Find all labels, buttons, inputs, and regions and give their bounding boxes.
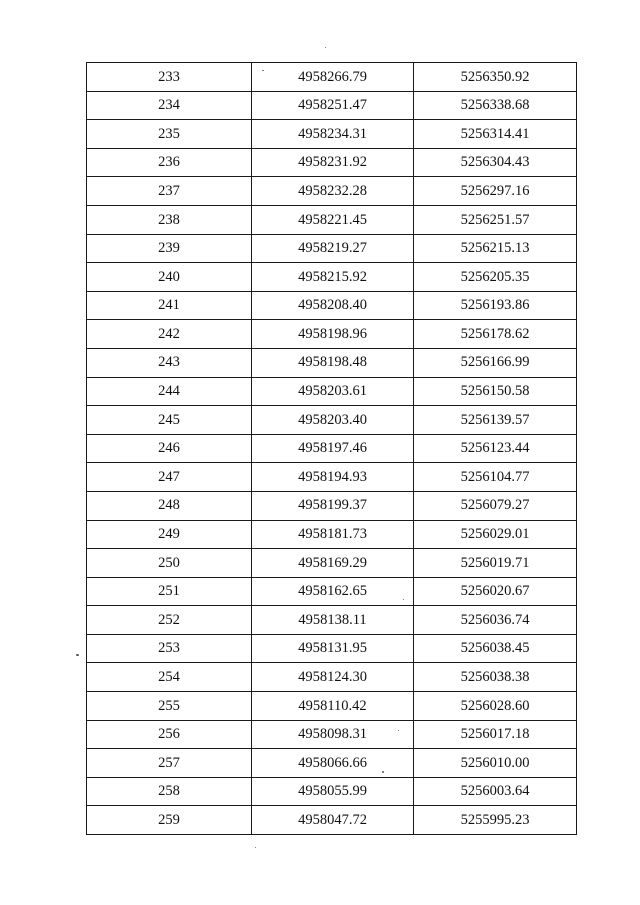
x-coordinate-cell: 4958251.47 — [252, 91, 414, 120]
point-number-cell: 255 — [87, 692, 252, 721]
x-coordinate-cell: 4958198.48 — [252, 348, 414, 377]
y-coordinate-cell: 5256205.35 — [414, 263, 577, 292]
table-row — [87, 692, 577, 721]
y-coordinate-cell: 5256314.41 — [414, 120, 577, 149]
table-row — [87, 348, 577, 377]
y-coordinate-cell: 5256017.18 — [414, 720, 577, 749]
x-coordinate-cell: 4958162.65 — [252, 577, 414, 606]
scan-speck — [382, 771, 384, 773]
scan-speck — [255, 847, 256, 848]
point-number-cell: 240 — [87, 263, 252, 292]
x-coordinate-cell: 4958197.46 — [252, 434, 414, 463]
y-coordinate-cell: 5256029.01 — [414, 520, 577, 549]
y-coordinate-cell: 5256139.57 — [414, 406, 577, 435]
scan-speck — [325, 47, 326, 48]
point-number-cell: 243 — [87, 348, 252, 377]
point-number-cell: 233 — [87, 63, 252, 92]
table-row — [87, 263, 577, 292]
x-coordinate-cell: 4958215.92 — [252, 263, 414, 292]
x-coordinate-cell: 4958203.61 — [252, 377, 414, 406]
y-coordinate-cell: 5256038.45 — [414, 634, 577, 663]
point-number-cell: 252 — [87, 606, 252, 635]
x-coordinate-cell: 4958231.92 — [252, 148, 414, 177]
x-coordinate-cell: 4958219.27 — [252, 234, 414, 263]
x-coordinate-cell: 4958208.40 — [252, 291, 414, 320]
x-coordinate-cell: 4958198.96 — [252, 320, 414, 349]
y-coordinate-cell: 5256003.64 — [414, 777, 577, 806]
scan-speck — [403, 599, 404, 600]
point-number-cell: 253 — [87, 634, 252, 663]
table-row — [87, 577, 577, 606]
y-coordinate-cell: 5256193.86 — [414, 291, 577, 320]
y-coordinate-cell: 5256338.68 — [414, 91, 577, 120]
point-number-cell: 251 — [87, 577, 252, 606]
table-row — [87, 205, 577, 234]
y-coordinate-cell: 5255995.23 — [414, 806, 577, 835]
point-number-cell: 254 — [87, 663, 252, 692]
point-number-cell: 235 — [87, 120, 252, 149]
x-coordinate-cell: 4958055.99 — [252, 777, 414, 806]
table-row — [87, 491, 577, 520]
point-number-cell: 237 — [87, 177, 252, 206]
x-coordinate-cell: 4958169.29 — [252, 549, 414, 578]
table-row — [87, 377, 577, 406]
y-coordinate-cell: 5256104.77 — [414, 463, 577, 492]
x-coordinate-cell: 4958047.72 — [252, 806, 414, 835]
table-row — [87, 663, 577, 692]
scan-speck — [262, 70, 264, 71]
x-coordinate-cell: 4958232.28 — [252, 177, 414, 206]
table-row — [87, 320, 577, 349]
y-coordinate-cell: 5256166.99 — [414, 348, 577, 377]
x-coordinate-cell: 4958234.31 — [252, 120, 414, 149]
point-number-cell: 248 — [87, 491, 252, 520]
table-row — [87, 234, 577, 263]
x-coordinate-cell: 4958098.31 — [252, 720, 414, 749]
y-coordinate-cell: 5256079.27 — [414, 491, 577, 520]
y-coordinate-cell: 5256350.92 — [414, 63, 577, 92]
x-coordinate-cell: 4958066.66 — [252, 749, 414, 778]
point-number-cell: 236 — [87, 148, 252, 177]
point-number-cell: 257 — [87, 749, 252, 778]
point-number-cell: 250 — [87, 549, 252, 578]
point-number-cell: 245 — [87, 406, 252, 435]
table-row — [87, 148, 577, 177]
table-row — [87, 720, 577, 749]
y-coordinate-cell: 5256038.38 — [414, 663, 577, 692]
table-row — [87, 549, 577, 578]
x-coordinate-cell: 4958181.73 — [252, 520, 414, 549]
x-coordinate-cell: 4958138.11 — [252, 606, 414, 635]
x-coordinate-cell: 4958203.40 — [252, 406, 414, 435]
table-row — [87, 120, 577, 149]
y-coordinate-cell: 5256178.62 — [414, 320, 577, 349]
point-number-cell: 238 — [87, 205, 252, 234]
point-number-cell: 256 — [87, 720, 252, 749]
y-coordinate-cell: 5256123.44 — [414, 434, 577, 463]
x-coordinate-cell: 4958124.30 — [252, 663, 414, 692]
y-coordinate-cell: 5256251.57 — [414, 205, 577, 234]
point-number-cell: 244 — [87, 377, 252, 406]
table-row — [87, 520, 577, 549]
scan-speck — [76, 654, 79, 656]
point-number-cell: 258 — [87, 777, 252, 806]
scan-speck — [398, 730, 399, 731]
table-row — [87, 463, 577, 492]
table-row — [87, 406, 577, 435]
point-number-cell: 247 — [87, 463, 252, 492]
x-coordinate-cell: 4958131.95 — [252, 634, 414, 663]
point-number-cell: 241 — [87, 291, 252, 320]
x-coordinate-cell: 4958221.45 — [252, 205, 414, 234]
point-number-cell: 246 — [87, 434, 252, 463]
y-coordinate-cell: 5256028.60 — [414, 692, 577, 721]
coordinate-table-body — [87, 63, 577, 835]
y-coordinate-cell: 5256215.13 — [414, 234, 577, 263]
point-number-cell: 239 — [87, 234, 252, 263]
x-coordinate-cell: 4958110.42 — [252, 692, 414, 721]
table-row — [87, 434, 577, 463]
y-coordinate-cell: 5256020.67 — [414, 577, 577, 606]
y-coordinate-cell: 5256304.43 — [414, 148, 577, 177]
point-number-cell: 259 — [87, 806, 252, 835]
y-coordinate-cell: 5256297.16 — [414, 177, 577, 206]
x-coordinate-cell: 4958194.93 — [252, 463, 414, 492]
table-row — [87, 606, 577, 635]
table-row — [87, 777, 577, 806]
y-coordinate-cell: 5256019.71 — [414, 549, 577, 578]
x-coordinate-cell: 4958199.37 — [252, 491, 414, 520]
table-row — [87, 91, 577, 120]
y-coordinate-cell: 5256036.74 — [414, 606, 577, 635]
x-coordinate-cell: 4958266.79 — [252, 63, 414, 92]
y-coordinate-cell: 5256010.00 — [414, 749, 577, 778]
table-row — [87, 63, 577, 92]
point-number-cell: 249 — [87, 520, 252, 549]
y-coordinate-cell: 5256150.58 — [414, 377, 577, 406]
coordinate-table — [86, 62, 577, 835]
table-row — [87, 749, 577, 778]
point-number-cell: 242 — [87, 320, 252, 349]
table-row — [87, 177, 577, 206]
table-row — [87, 291, 577, 320]
table-row — [87, 634, 577, 663]
point-number-cell: 234 — [87, 91, 252, 120]
table-row — [87, 806, 577, 835]
